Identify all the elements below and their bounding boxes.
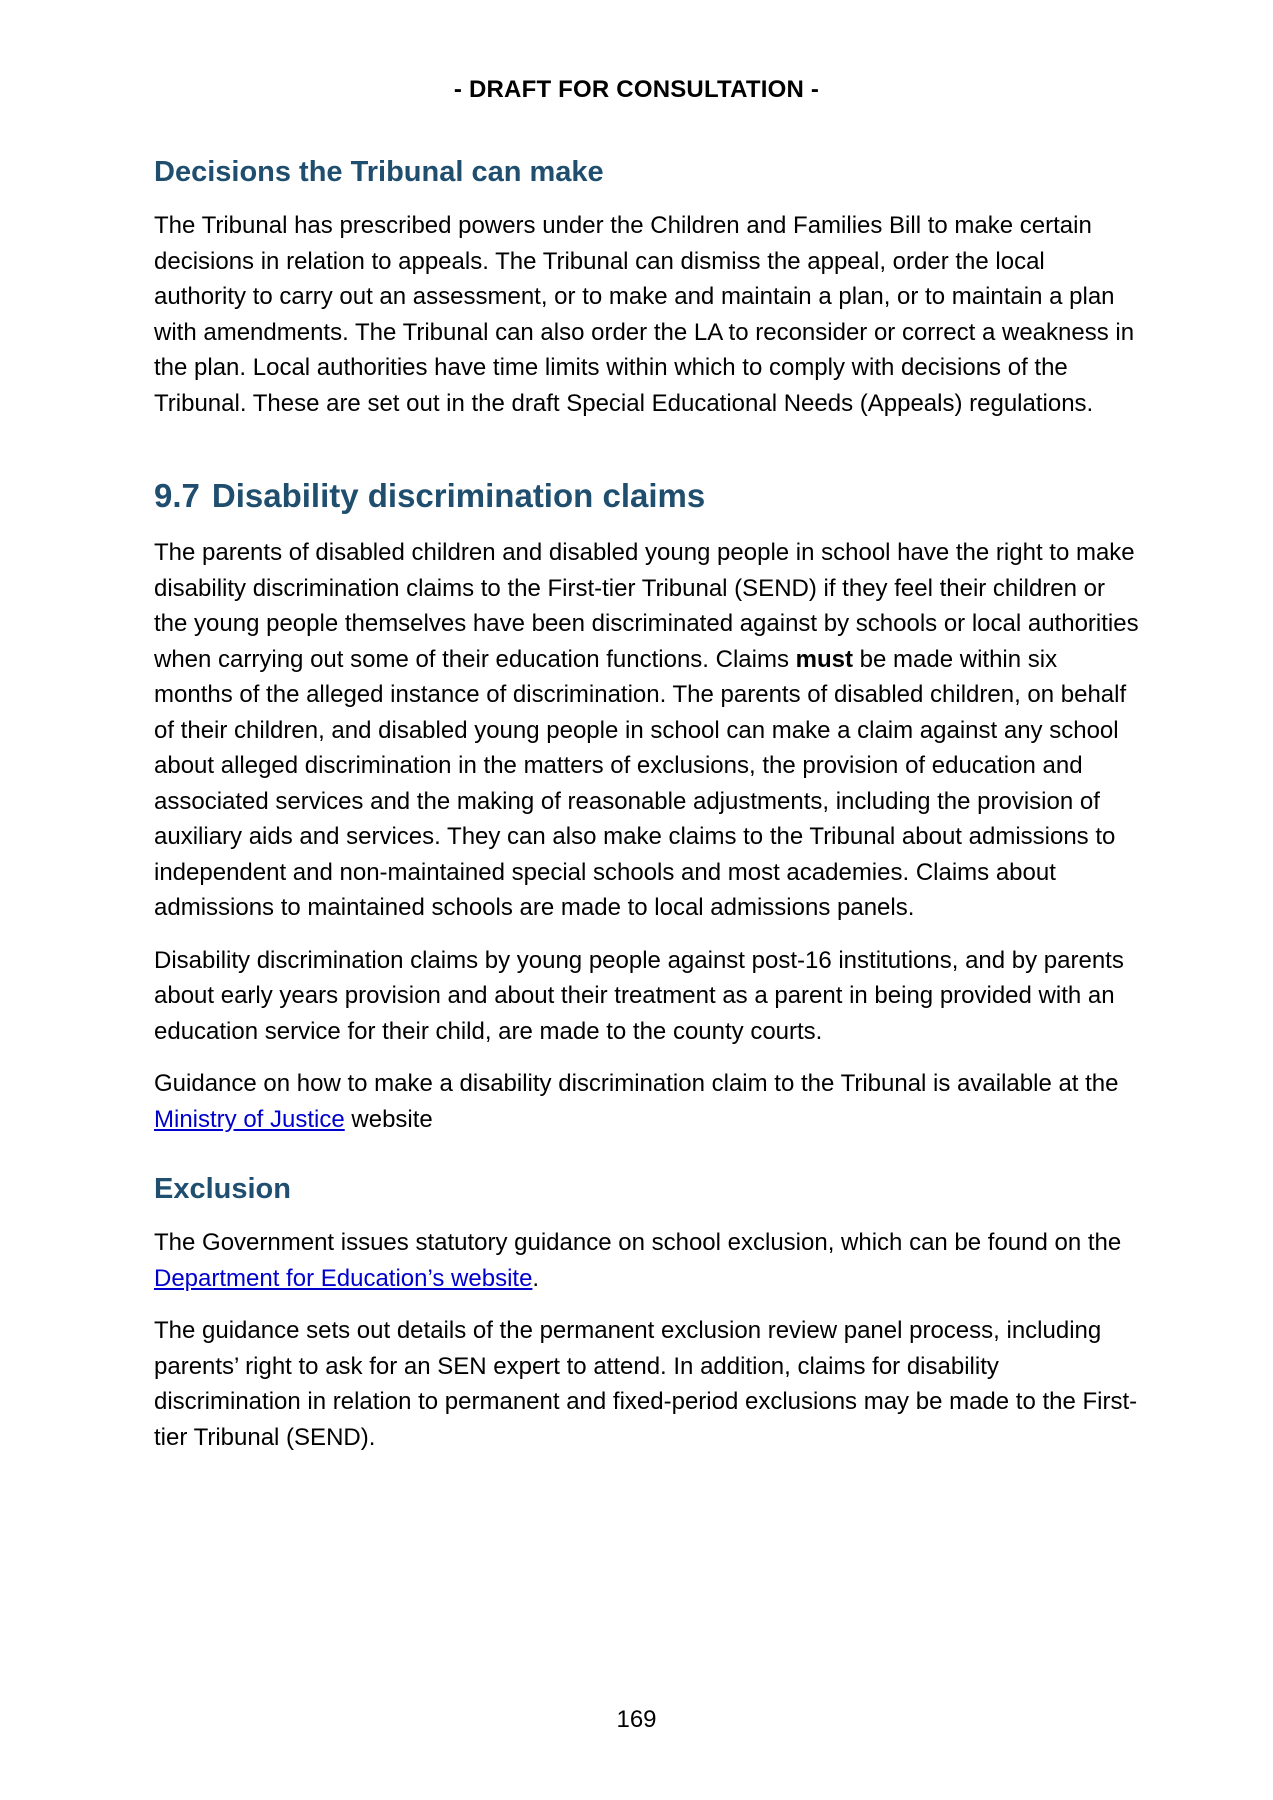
page-content (154, 150, 1139, 1455)
disability-section-heading (154, 471, 1139, 521)
exclusion-paragraph-2: The guidance sets out details of the permanent exclusion review panel process, including parents’ right to ask for an SEN expert to attend. In addition, claims for disability discrimination in relation to permanent and fixed-period exclusions may be made to the First-tier Tribunal (SEND). (154, 1317, 1138, 1451)
page-number: 169 (616, 1706, 657, 1733)
text-run: The parents of disabled children and disabled young people in school have the right to make disability discrimination claims to the First-tier Tribunal (SEND) if they feel their children or the young people themselves have been discriminated against by schools or local authorities when carrying out some of their education functions. Claims (154, 539, 1139, 673)
emphasis-must: must (795, 645, 853, 673)
text-run: The Government issues statutory guidance on school exclusion, which can be found on the (154, 1229, 1122, 1256)
text-run: be made within six months of the alleged instance of discrimination. The parents of disabled children, on behalf of their children, and disabled young people in school can make a claim against any school about alleged discrimination in the matters of exclusions, the provision of education and associated services and the making of reasonable adjustments, including the provision of auxiliary aids and services. They can also make claims to the Tribunal about admissions to independent and non-maintained special schools and most academies. Claims about admissions to maintained schools are made to local admissions panels. (154, 645, 1127, 921)
exclusion-paragraph-1 (154, 1225, 1139, 1296)
ministry-of-justice-link[interactable]: Ministry of Justice (154, 1105, 345, 1133)
decisions-paragraph: The Tribunal has prescribed powers under the Children and Families Bill to make certain decisions in relation to appeals. The Tribunal can dismiss the appeal, order the local authority to carry out an assessment, or to make and maintain a plan, or to maintain a plan with amendments. The Tribunal can also order the LA to reconsider or correct a weakness in the plan. Local authorities have time limits within which to comply with decisions of the Tribunal. These are set out in the draft Special Educational Needs (Appeals) regulations. (154, 212, 1135, 417)
decisions-heading: Decisions the Tribunal can make (154, 156, 604, 188)
exclusion-heading: Exclusion (154, 1173, 291, 1205)
disability-paragraph-1 (154, 535, 1139, 926)
text-run: . (532, 1264, 540, 1292)
disability-paragraph-3 (154, 1066, 1139, 1137)
text-run: website (344, 1105, 433, 1133)
section-title: Disability discrimination claims (211, 477, 706, 514)
section-number: 9.7 (154, 477, 200, 514)
disability-paragraph-2: Disability discrimination claims by young people against post-16 institutions, and by parents about early years provision and about their treatment as a parent in being provided with an education service for their child, are made to the county courts. (154, 946, 1124, 1045)
text-run: Guidance on how to make a disability discrimination claim to the Tribunal is available at the (154, 1070, 1119, 1097)
draft-header: - DRAFT FOR CONSULTATION - (453, 76, 820, 103)
department-for-education-link[interactable]: Department for Education’s website (154, 1264, 533, 1292)
